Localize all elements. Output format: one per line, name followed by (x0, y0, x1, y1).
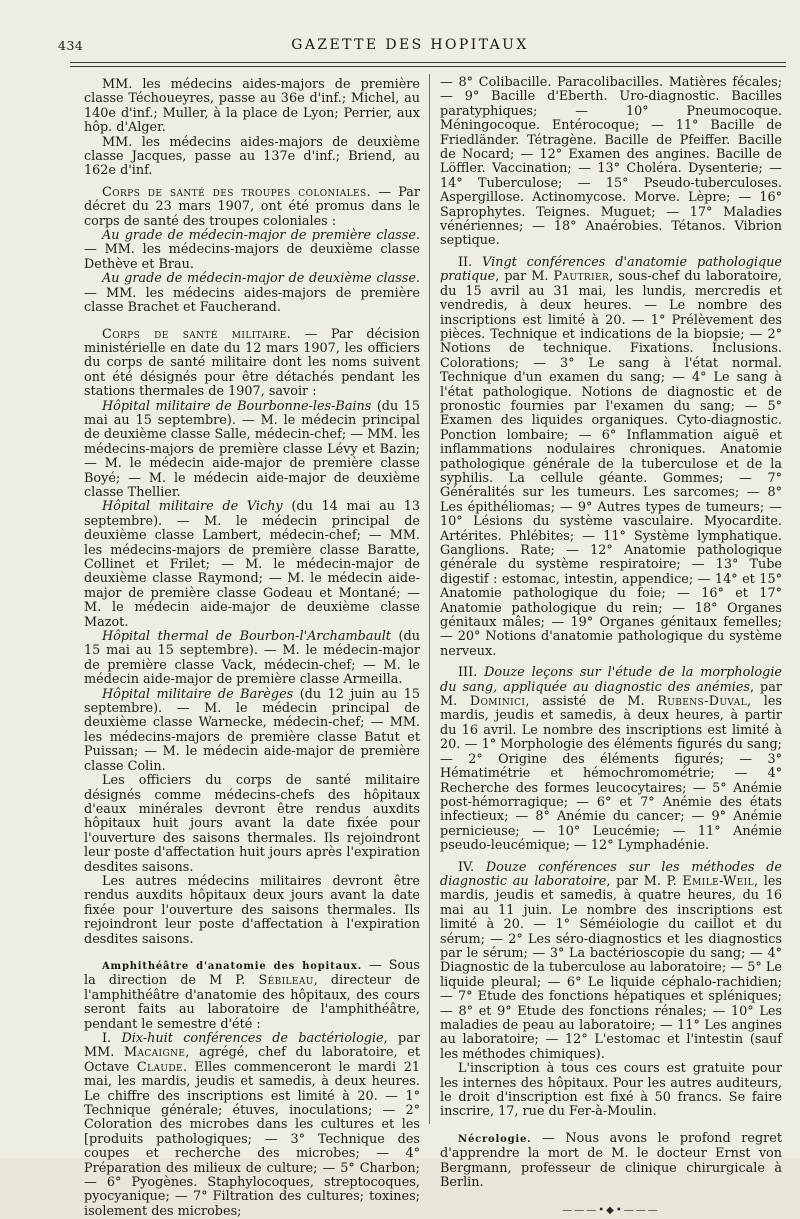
journal-title: GAZETTE DES HOPITAUX (291, 37, 529, 53)
paragraph-text: — Par décret du 23 mars 1907, ont été promus dans le corps de santé des troupes coloniales : (84, 184, 421, 229)
paragraph-registration: L'inscription à tous ces cours est gratuite pour les internes des hôpitaux. Pour les autres auditeurs, le droit d'inscription est fixé à 50 francs. Se faire inscrire, 17, rue du Fer-à-Moulin. (440, 1061, 782, 1120)
section-heading-military: Corps de santé militaire. (102, 326, 292, 342)
paragraph-promotion-first (84, 229, 420, 272)
paragraph-text: , les mardis, jeudis et samedis, à quatre heures, du 16 mai au 11 juin. Le nombre des inscriptions est limité à 20. — 1° Séméiologie du caillot et du sérum; — 2° Les séro-diagnostics et les diagnostics par le sérum; — 3° La bactérioscopie du sang; — 4° Diagnostic de la tuberculose au laboratoire; — 5° Le liquide pleural; — 6° Le liquide céphalo-rachidien; — 7° Etude des fonctions hépatiques et spléniques; — 8° et 9° Etude des fonctions rénales; — 10° Les maladies de peau au laboratoire; — 11° Les angines au laboratoire; — 12° L'estomac et l'intestin (sauf les méthodes chimiques). (440, 873, 782, 1062)
paragraph-text: , agrégé, chef du laboratoire, et Octave (84, 1045, 421, 1075)
paragraph-course-one (84, 1032, 420, 1219)
person-name: Rubens-Duval (657, 694, 747, 710)
italic-phrase: Hôpital militaire de Barèges (102, 686, 294, 702)
paragraph-text: , assisté de M. (525, 694, 658, 710)
left-column (84, 78, 420, 1219)
header-rule-thin (70, 66, 786, 67)
paragraph-bourbonne (84, 400, 420, 501)
paragraph-colonial-troops (84, 186, 420, 229)
paragraph-promotion-second (84, 272, 420, 315)
paragraph-text: I. (102, 1031, 122, 1046)
paragraph-text: , directeur de l'amphithéâtre d'anatomie des hôpitaux, des cours seront faits au laboratoire de l'amphithéâtre, pendant le semestre d'été : (84, 973, 421, 1032)
person-name: Emile-Weil (682, 873, 754, 889)
paragraph-course-two (440, 256, 782, 659)
paragraph-vichy (84, 500, 420, 630)
page-number: 434 (58, 38, 84, 53)
paragraph-text: — MM. les médecins-majors de deuxième classe Dethève et Brau. (84, 242, 420, 272)
paragraph-text: (du 15 mai au 15 septembre). — M. le médecin-major de première classe Vack, médecin-chef; — M. le médecin aide-major de première classe Armeilla. (84, 629, 420, 688)
paragraph-military-health (84, 328, 420, 400)
italic-phrase: Hôpital militaire de Bourbonne-les-Bains (102, 398, 372, 414)
person-name: Sébileau (258, 973, 314, 989)
paragraph-text: (du 14 mai au 13 septembre). — M. le médecin principal de deuxième classe Lambert, médecin-chef; — MM. les médecins-majors de première classe Baratte, Collinet et Frilet; — M. le médecin-major de deuxième classe Raymond; — M. le médecin aide-major de première classe Godeau et Montané; — M. le médecin aide-major de deuxième classe Mazot. (84, 499, 421, 630)
paragraph-text: , les mardis, jeudis et samedis, à deux heures, à partir du 16 avril. Le nombre des inscriptions est limité à 20. — 1° Morphologie des éléments figurés du sang; — 2° Origine des éléments figurés; — 3° Hématimétrie et hémochromométrie; — 4° Recherche des formes leucocytaires; — 5° Anémie post-hémorragique; — 6° et 7° Anémie des états infectieux; — 8° Anémie du cancer; — 9° Anémie pernicieuse; — 10° Leucémie; — 11° Anémie pseudo-leucémique; — 12° Lymphadénie. (440, 694, 782, 854)
paragraph-text: , par M. (495, 269, 554, 285)
header-rule-thick (70, 62, 786, 63)
paragraph-course-four (440, 861, 782, 1063)
italic-phrase: Au grade de médecin-major de première classe. (102, 228, 420, 244)
italic-phrase: Douze conférences sur les méthodes de diagnostic au laboratoire (440, 859, 782, 889)
paragraph-aides-majors-first: MM. les médecins aides-majors de première classe Téchoueyres, passe au 36e d'inf.; Michel, au 140e d'inf.; Muller, à la place de Lyon; Perrier, aux hôp. d'Alger. (84, 77, 420, 136)
paragraph-bareges (84, 688, 420, 774)
italic-phrase: Au grade de médecin-major de deuxième classe. (102, 271, 420, 287)
italic-phrase: Dix-huit conférences de bactériologie (121, 1031, 384, 1046)
paragraph-text: — Par décision ministérielle en date du 12 mars 1907, les officiers du corps de santé militaire dont les noms suivent ont été désignés pour être détachés pendant les stations thermales de 1907, savoir : (84, 326, 420, 400)
person-name: Pautrier (553, 269, 610, 285)
person-name: Claude (136, 1059, 183, 1075)
paragraph-text: , par M. P. (606, 873, 683, 889)
section-heading-colonial: Corps de santé des troupes coloniales. (102, 184, 372, 200)
paragraph-aides-majors-second: MM. les médecins aides-majors de deuxième classe Jacques, passe au 137e d'inf.; Briend, au 162e d'inf. (84, 134, 420, 179)
paragraph-text: , sous-chef du laboratoire, du 15 avril au 31 mai, les lundis, mercredis et vendredis, à deux heures. — Le nombre des inscriptions est limité à 20. — 1° Prélèvement des pièces. Technique et indications de la biopsie; — 2° Notions de technique. Fixations. Inclusions. Colorations; — 3° Le sang à l'état normal. Technique d'un examen du sang; — 4° Le sang à l'état pathologique. Notions de diagnostic et de pronostic fournies par l'examen du sang; — 5° Examen des liquides organiques. Cyto-diagnostic. Ponction lombaire; — 6° Inflammation aiguë et inflammations nodulaires chroniques. Anatomie pathologique générale de la tuberculose et de la syphilis. La cellule géante. Gommes; — 7° Généralités sur les tumeurs. Les sarcomes; — 8° Les épithéliomas; — 9° Autres types de tumeurs; — 10° Lésions du système vasculaire. Myocardite. Artérites. Phlébites; — 11° Système lymphatique. Ganglions. Rate; — 12° Anatomie pathologique générale du système respiratoire; — 13° Tube digestif : estomac, intestin, appendice; — 14° et 15° Anatomie pathologique du foie; — 16° et 17° Anatomie pathologique du rein; — 18° Organes génitaux mâles; — 19° Organes génitaux femelles; — 20° Notions d'anatomie pathologique du système nerveux. (440, 269, 782, 659)
paragraph-text: (du 12 juin au 15 septembre). — M. le médecin principal de deuxième classe Warnecke, médecin-chef; — MM. les médecins-majors de première classe Batut et Puissan; — M. le médecin aide-major de première classe Colin. (84, 686, 420, 774)
paragraph-text: , par MM. (84, 1031, 420, 1061)
paragraph-officers-chefs: Les officiers du corps de santé militaire désignés comme médecins-chefs des hôpitaux d'eaux minérales devront être rendus auxdits hôpitaux huit jours avant la date fixée pour l'ouverture des saisons thermales. Ils rejoindront leur poste d'affectation huit jours après l'expiration desdites saisons. (84, 773, 420, 875)
paragraph-text: — MM. les médecins aides-majors de première classe Brachet et Faucherand. (84, 285, 420, 316)
end-ornament: ———•◆•——— (562, 1205, 660, 1217)
paragraph-text: — Sous la direction de M P. (84, 957, 420, 989)
italic-phrase: Hôpital thermal de Bourbon-l'Archambault (102, 629, 391, 645)
page-header (40, 38, 780, 62)
paragraph-text: II. (458, 254, 483, 270)
paragraph-bourbon-archambault (84, 630, 420, 688)
section-heading-necrology: Nécrologie. (458, 1133, 532, 1145)
paragraph-course-three (440, 666, 782, 853)
paragraph-text: III. (458, 665, 485, 681)
person-name: Macaigne (123, 1045, 186, 1061)
paragraph-necrology (440, 1132, 782, 1191)
paragraph-text: IV. (458, 859, 486, 875)
paragraph-course-one-continued: — 8° Colibacille. Paracolibacilles. Matières fécales; — 9° Bacille d'Eberth. Uro-diagnostic. Bacilles paratyphiques; — 10° Pneumocoque. Méningocoque. Entérocoque; — 11° Bacille de Friedländer. Tétragène. Bacille de Pfeiffer. Bacille de Nocard; — 12° Examen des angines. Bacille de Löffler. Vaccination; — 13° Choléra. Dysenterie; — 14° Tuberculose; — 15° Pseudo-tuberculoses. Aspergillose. Actinomycose. Morve. Lèpre; — 16° Saprophytes. Teignes. Muguet; — 17° Maladies vénériennes; — 18° Anaérobies. Tétanos. Vibrion septique. (440, 75, 782, 249)
section-heading-amphitheatre: Amphithéâtre d'anatomie des hopitaux. (102, 960, 362, 972)
person-name: Dominici (469, 694, 526, 710)
paragraph-other-officers: Les autres médecins militaires devront être rendus auxdits hôpitaux deux jours avant la date fixée pour l'ouverture des saisons thermales. Ils rejoindront leur poste d'affectation à l'expiration desdites saisons. (84, 873, 420, 947)
paragraph-text: . Elles commenceront le mardi 21 mai, les mardis, jeudis et samedis, à deux heures. Le chiffre des inscriptions est limité à 20. — 1° Technique générale; étuves, inoculations; — 2° Coloration des microbes dans les cultures et les [produits pathologiques; — 3° Technique des coupes et recherche des microbes; — 4° Préparation des milieux de culture; — 5° Charbon; — 6° Pyogènes. Staphylocoques, streptocoques, pyocyanique; — 7° Filtration des cultures; toxines; isolement des microbes; (84, 1059, 420, 1219)
italic-phrase: Vingt conférences d'anatomie pathologique pratique (440, 254, 783, 285)
paragraph-text: — Nous avons le profond regret d'apprendre la mort de M. le docteur Ernst von Bergmann, professeur de clinique chirurgicale à Berlin. (440, 1130, 782, 1191)
paragraph-text: (du 15 mai au 15 septembre). — M. le médecin principal de deuxième classe Salle, médecin-chef; — MM. les médecins-majors de première classe Lévy et Bazin; — M. le médecin aide-major de première classe Boyé; — M. le médecin aide-major de deuxième classe Thellier. (84, 398, 420, 500)
paragraph-text: , par M. (440, 679, 782, 710)
italic-phrase: Hôpital militaire de Vichy (102, 499, 283, 515)
right-column (440, 76, 782, 1219)
italic-phrase: Douze leçons sur l'étude de la morphologie du sang, appliquée au diagnostic des anémies (440, 665, 782, 695)
column-divider (429, 74, 430, 1124)
paragraph-amphitheatre (84, 959, 420, 1032)
